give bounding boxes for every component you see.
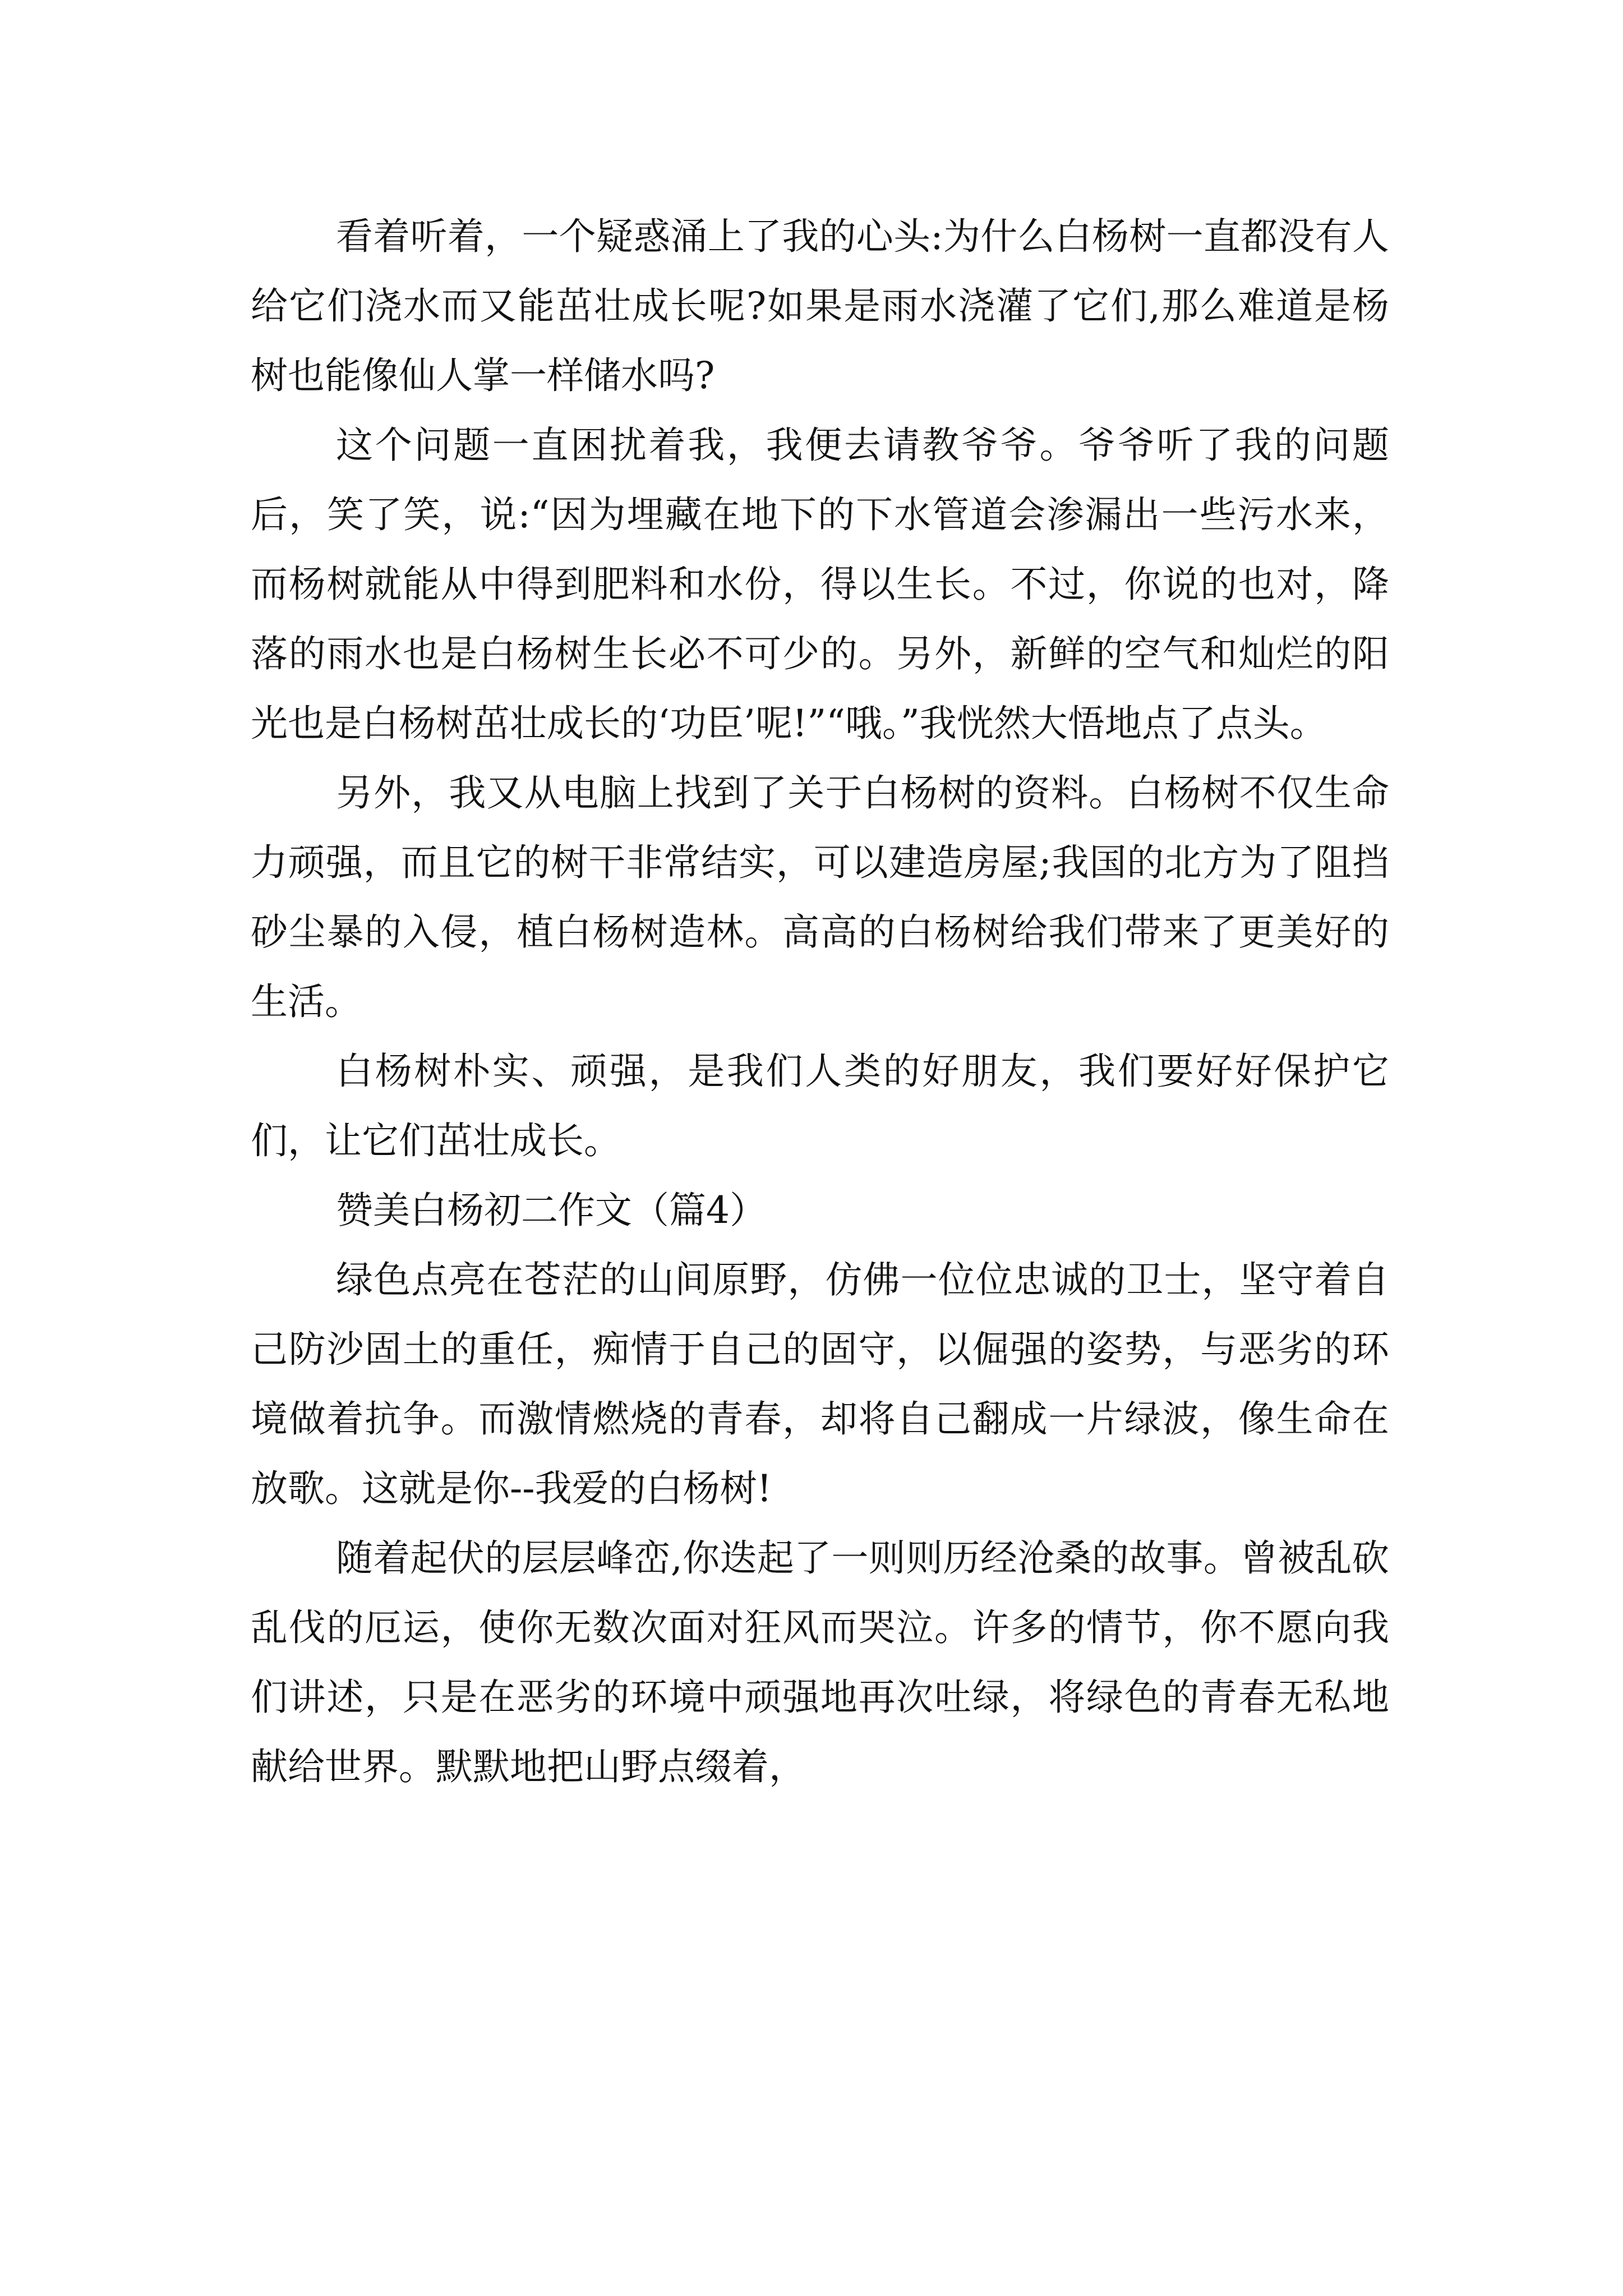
paragraph: 白杨树朴实、顽强，是我们人类的好朋友，我们要好好保护它们，让它们茁壮成长。 (251, 1050, 1389, 1162)
paragraph: 绿色点亮在苍茫的山间原野，仿佛一位位忠诚的卫士，坚守着自己防沙固土的重任，痴情于自己的固守，以倔强的姿势，与恶劣的环境做着抗争。而激情燃烧的青春，却将自己翻成一片绿波，像生命在放歌。这就是你--我爱的白杨树! (251, 1258, 1389, 1510)
paragraph: 看着听着，一个疑惑涌上了我的心头:为什么白杨树一直都没有人给它们浇水而又能茁壮成长呢?如果是雨水浇灌了它们,那么难道是杨树也能像仙人掌一样储水吗? (251, 215, 1389, 397)
paragraph: 随着起伏的层层峰峦,你迭起了一则则历经沧桑的故事。曾被乱砍乱伐的厄运，使你无数次面对狂风而哭泣。许多的情节，你不愿向我们讲述，只是在恶劣的环境中顽强地再次吐绿，将绿色的青春无私地献给世界。默默地把山野点缀着， (251, 1536, 1389, 1788)
document-body (251, 202, 1389, 1802)
section-heading: 赞美白杨初二作文（篇4） (336, 1189, 767, 1232)
paragraph: 另外，我又从电脑上找到了关于白杨树的资料。白杨树不仅生命力顽强，而且它的树干非常结实，可以建造房屋;我国的北方为了阻挡砂尘暴的入侵，植白杨树造林。高高的白杨树给我们带来了更美好的生活。 (251, 771, 1389, 1023)
paragraph: 这个问题一直困扰着我，我便去请教爷爷。爷爷听了我的问题后，笑了笑，说:“因为埋藏在地下的下水管道会渗漏出一些污水来，而杨树就能从中得到肥料和水份，得以生长。不过，你说的也对，降落的雨水也是白杨树生长必不可少的。另外，新鲜的空气和灿烂的阳光也是白杨树茁壮成长的‘功臣’呢!”“哦。”我恍然大悟地点了点头。 (251, 424, 1389, 745)
